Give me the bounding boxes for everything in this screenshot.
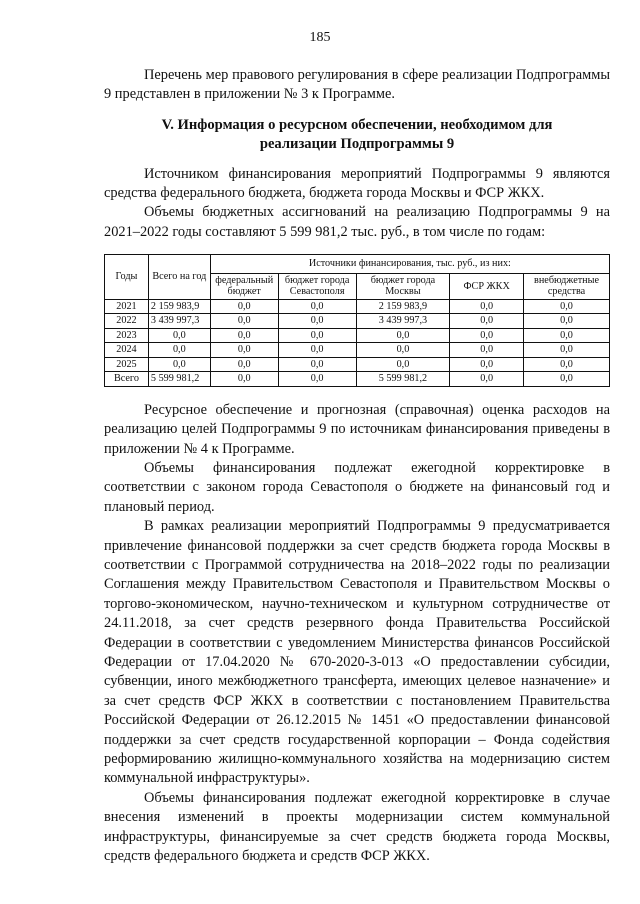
- cell-total: 5 599 981,2: [148, 372, 210, 387]
- cell-fsr: 0,0: [450, 328, 524, 343]
- header-federal: федеральный бюджет: [210, 273, 278, 299]
- table-row: [105, 357, 610, 372]
- section-heading-line2: реализации Подпрограммы 9: [259, 136, 455, 153]
- paragraph-resource: Ресурсное обеспечение и прогнозная (справочная) оценка расходов на реализацию целей Подпрограммы 9 по источникам финансирования приведены в приложении № 4 к Программе.: [104, 401, 610, 457]
- cell-sevastopol: 0,0: [278, 314, 356, 329]
- section-heading: [104, 116, 610, 155]
- paragraph-sources: Источником финансирования мероприятий Подпрограммы 9 являются средства федерального бюджета, бюджета города Москвы и ФСР ЖКХ.: [104, 165, 610, 202]
- page-number: 185: [309, 30, 331, 45]
- header-sevastopol: бюджет города Севастополя: [278, 273, 356, 299]
- cell-moscow: 5 599 981,2: [356, 372, 450, 387]
- cell-federal: 0,0: [210, 357, 278, 372]
- cell-extra: 0,0: [524, 343, 610, 358]
- cell-federal: 0,0: [210, 343, 278, 358]
- paragraph-volumes: Объемы бюджетных ассигнований на реализацию Подпрограммы 9 на 2021–2022 годы составляют 5 599 981,2 тыс. руб., в том числе по годам:: [104, 204, 610, 240]
- cell-total: 3 439 997,3: [148, 314, 210, 329]
- cell-fsr: 0,0: [450, 299, 524, 314]
- cell-moscow: 3 439 997,3: [356, 314, 450, 329]
- cell-total: 0,0: [148, 357, 210, 372]
- cell-extra: 0,0: [524, 372, 610, 387]
- cell-total: 0,0: [148, 343, 210, 358]
- header-years: Годы: [105, 255, 149, 300]
- cell-fsr: 0,0: [450, 343, 524, 358]
- cell-sevastopol: 0,0: [278, 328, 356, 343]
- cell-extra: 0,0: [524, 357, 610, 372]
- funding-table: [104, 254, 610, 387]
- cell-federal: 0,0: [210, 314, 278, 329]
- cell-extra: 0,0: [524, 314, 610, 329]
- cell-year: 2025: [105, 357, 149, 372]
- header-total: Всего на год: [148, 255, 210, 300]
- cell-sevastopol: 0,0: [278, 372, 356, 387]
- page-content: [104, 66, 610, 867]
- cell-federal: 0,0: [210, 372, 278, 387]
- cell-extra: 0,0: [524, 299, 610, 314]
- header-extrabudget: внебюджетные средства: [524, 273, 610, 299]
- cell-moscow: 0,0: [356, 328, 450, 343]
- cell-fsr: 0,0: [450, 357, 524, 372]
- table-row: [105, 328, 610, 343]
- cell-sevastopol: 0,0: [278, 357, 356, 372]
- paragraph-adjustment: Объемы финансирования подлежат ежегодной корректировке в соответствии с законом города Севастополя о бюджете на финансовый год и плановый период.: [104, 459, 610, 515]
- cell-fsr: 0,0: [450, 372, 524, 387]
- cell-extra: 0,0: [524, 328, 610, 343]
- header-sources: Источники финансирования, тыс. руб., из них:: [210, 255, 609, 274]
- paragraph-final: Объемы финансирования подлежат ежегодной корректировке в случае внесения изменений в проекты модернизации систем коммунальной инфраструктуры, финансируемые за счет средств бюджета города Москвы, средств федерального бюджета и средств ФСР ЖКХ.: [104, 789, 610, 865]
- cell-year: 2024: [105, 343, 149, 358]
- table-row: [105, 299, 610, 314]
- cell-federal: 0,0: [210, 328, 278, 343]
- cell-fsr: 0,0: [450, 314, 524, 329]
- cell-total: 2 159 983,9: [148, 299, 210, 314]
- header-moscow: бюджет города Москвы: [356, 273, 450, 299]
- table-row-total: [105, 372, 610, 387]
- table-row: [105, 314, 610, 329]
- cell-sevastopol: 0,0: [278, 343, 356, 358]
- paragraph-framework: В рамках реализации мероприятий Подпрограммы 9 предусматривается привлечение финансовой поддержки за счет средств бюджета города Москвы в соответствии с Программой сотрудничества на 2018–2022 годы по реализации Соглашения между Правительством Севастополя и Правительством Москвы о торгово-экономическом, научно-техническом и культурном сотрудничестве от 24.11.2018, за счет средств резервного фонда Правительства Российской Федерации в соответствии с уведомлением Министерства финансов Российской Федерации от 17.04.2020 № 670-2020-3-013 «О предоставлении субсидии, субвенции, иного межбюджетного трансферта, имеющих целевое назначение» и за счет средств ФСР ЖКХ в соответствии с постановлением Правительства Российской Федерации от 26.12.2015 № 1451 «О предоставлении финансовой поддержки за счет средств государственной корпорации – Фонда содействия реформированию жилищно-коммунального хозяйства на модернизацию систем коммунальной инфраструктуры».: [104, 518, 610, 787]
- section-heading-line1: V. Информация о ресурсном обеспечении, необходимом для: [161, 116, 553, 133]
- cell-federal: 0,0: [210, 299, 278, 314]
- cell-sevastopol: 0,0: [278, 299, 356, 314]
- table-row: [105, 343, 610, 358]
- cell-year: 2021: [105, 299, 149, 314]
- cell-year: Всего: [105, 372, 149, 387]
- cell-moscow: 2 159 983,9: [356, 299, 450, 314]
- cell-total: 0,0: [148, 328, 210, 343]
- cell-moscow: 0,0: [356, 357, 450, 372]
- cell-year: 2023: [105, 328, 149, 343]
- cell-year: 2022: [105, 314, 149, 329]
- paragraph-intro: Перечень мер правового регулирования в сфере реализации Подпрограммы 9 представлен в приложении № 3 к Программе.: [104, 67, 610, 103]
- header-fsr: ФСР ЖКХ: [450, 273, 524, 299]
- cell-moscow: 0,0: [356, 343, 450, 358]
